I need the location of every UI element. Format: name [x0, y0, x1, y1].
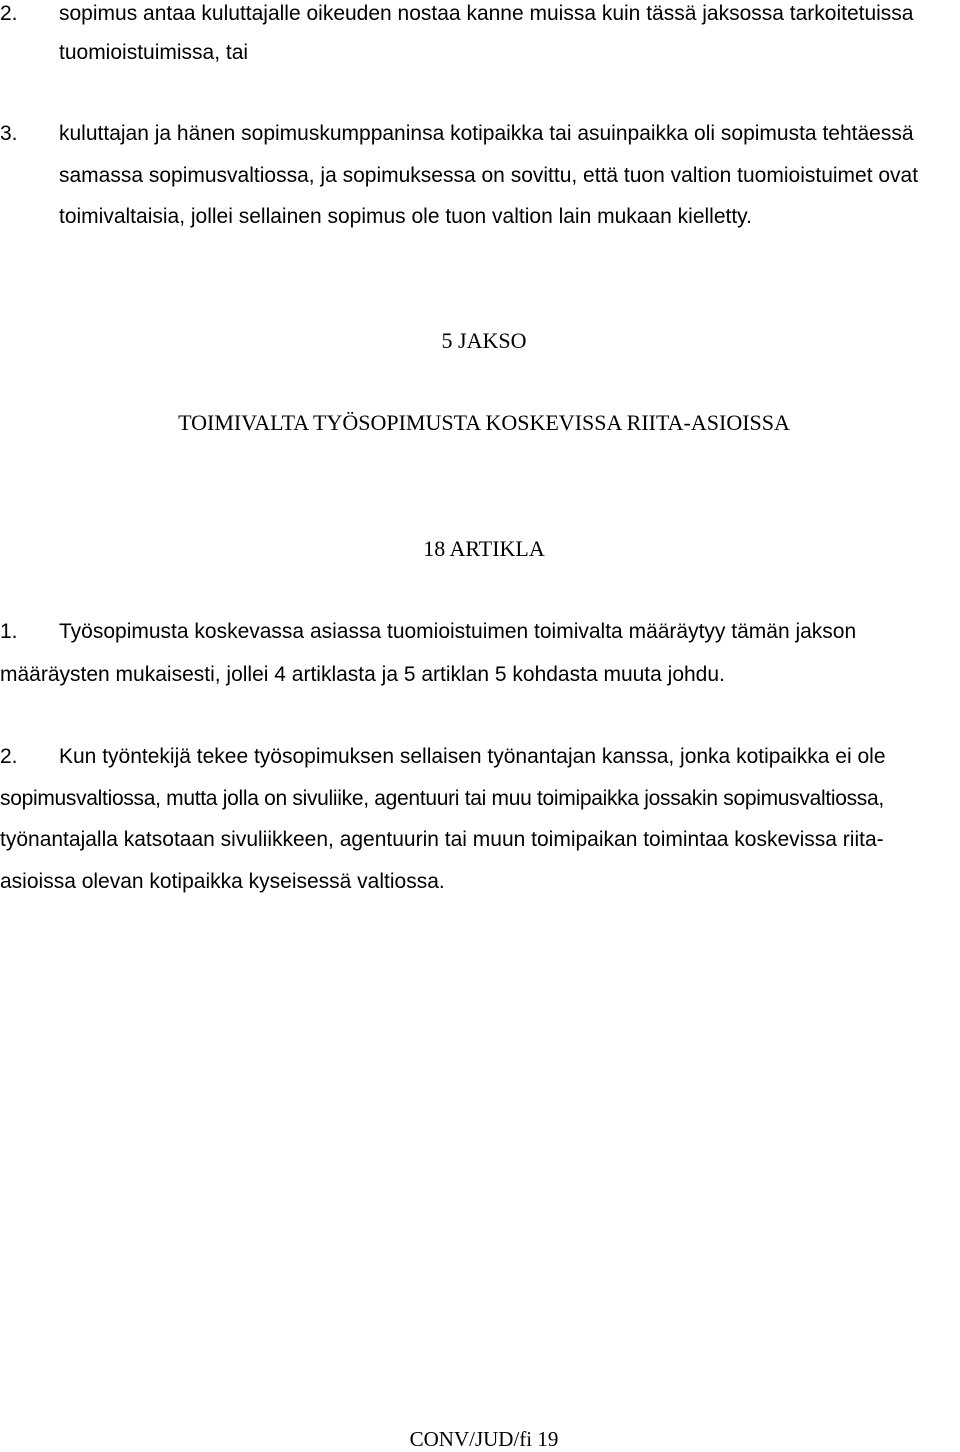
page-footer-reference: CONV/JUD/fi 19: [409, 1427, 559, 1451]
article-heading: 18 ARTIKLA: [423, 536, 545, 561]
list-item-line: tuomioistuimissa, tai: [59, 41, 249, 64]
paragraph-line: sopimusvaltiossa, mutta jolla on sivuliike, agentuuri tai muu toimipaikka jossakin sopimusvaltiossa,: [0, 787, 884, 810]
section-heading: 5 JAKSO: [441, 328, 527, 353]
list-item-line: kuluttajan ja hänen sopimuskumppaninsa kotipaikka tai asuinpaikka oli sopimusta tehtäessä: [59, 122, 914, 145]
list-item-number: 2.: [0, 2, 18, 25]
section-title: TOIMIVALTA TYÖSOPIMUSTA KOSKEVISSA RIITA-ASIOISSA: [178, 410, 790, 435]
paragraph-number: 2.: [0, 745, 18, 768]
paragraph-number: 1.: [0, 620, 18, 643]
list-item-line: samassa sopimusvaltiossa, ja sopimuksessa on sovittu, että tuon valtion tuomioistuimet ovat: [59, 164, 919, 187]
list-item-number: 3.: [0, 122, 18, 145]
paragraph-line: Kun työntekijä tekee työsopimuksen sellaisen työnantajan kanssa, jonka kotipaikka ei ole: [59, 745, 886, 768]
list-item-line: sopimus antaa kuluttajalle oikeuden nostaa kanne muissa kuin tässä jaksossa tarkoitetuissa: [59, 2, 914, 25]
paragraph-line: määräysten mukaisesti, jollei 4 artiklasta ja 5 artiklan 5 kohdasta muuta johdu.: [0, 663, 725, 686]
paragraph-line: Työsopimusta koskevassa asiassa tuomioistuimen toimivalta määräytyy tämän jakson: [59, 620, 857, 643]
paragraph-line: työnantajalla katsotaan sivuliikkeen, agentuurin tai muun toimipaikan toimintaa koskevissa riita-: [0, 828, 884, 851]
list-item-line: toimivaltaisia, jollei sellainen sopimus ole tuon valtion lain mukaan kielletty.: [59, 205, 752, 228]
paragraph-line: asioissa olevan kotipaikka kyseisessä valtiossa.: [0, 870, 445, 893]
